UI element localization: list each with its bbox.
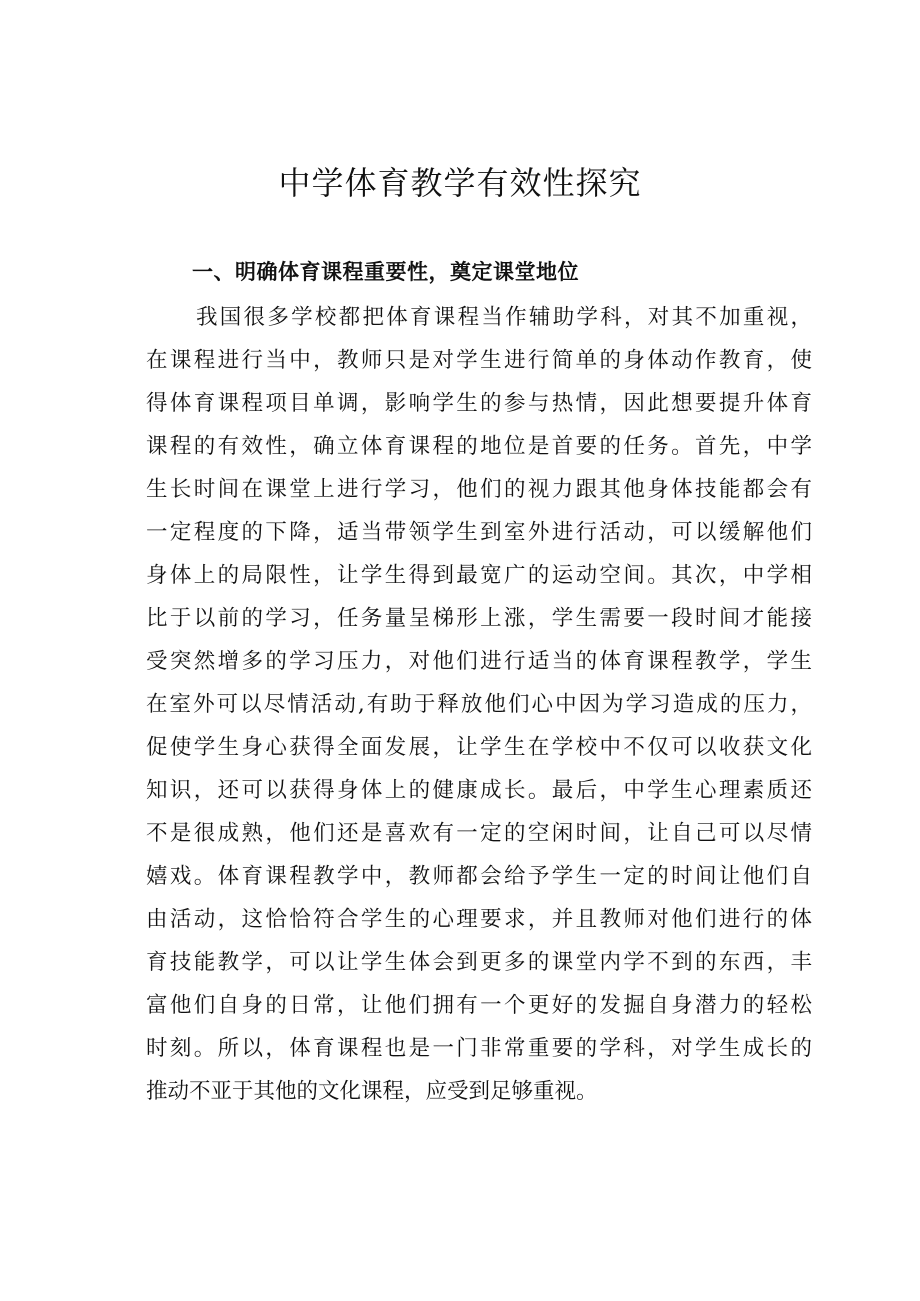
paragraph-line: 得体育课程项目单调，影响学生的参与热情，因此想要提升体育	[146, 391, 812, 416]
document-title: 中学体育教学有效性探究	[278, 164, 642, 202]
paragraph-line: 在室外可以尽情活动,有助于释放他们心中因为学习造成的压力，	[146, 692, 812, 717]
paragraph-line: 身体上的局限性，让学生得到最宽广的运动空间。其次，中学相	[146, 563, 812, 588]
paragraph-line: 嬉戏。体育课程教学中，教师都会给予学生一定的时间让他们自	[146, 864, 812, 889]
paragraph-line: 时刻。所以，体育课程也是一门非常重要的学科，对学生成长的	[146, 1036, 812, 1061]
paragraph-line: 由活动，这恰恰符合学生的心理要求，并且教师对他们进行的体	[146, 907, 812, 932]
paragraph-line: 推动不亚于其他的文化课程，应受到足够重视。	[146, 1079, 598, 1104]
paragraph-line: 我国很多学校都把体育课程当作辅助学科，对其不加重视，	[196, 305, 812, 330]
paragraph-line: 不是很成熟，他们还是喜欢有一定的空闲时间，让自己可以尽情	[146, 821, 812, 846]
paragraph-line: 受突然增多的学习压力，对他们进行适当的体育课程教学，学生	[146, 649, 812, 674]
paragraph-line: 促使学生身心获得全面发展，让学生在学校中不仅可以收获文化	[146, 735, 812, 760]
paragraph-line: 生长时间在课堂上进行学习，他们的视力跟其他身体技能都会有	[146, 477, 812, 502]
section-heading: 一、明确体育课程重要性，奠定课堂地位	[192, 260, 579, 284]
paragraph-line: 知识，还可以获得身体上的健康成长。最后，中学生心理素质还	[146, 778, 812, 803]
body-paragraph	[146, 296, 812, 1113]
paragraph-line: 课程的有效性，确立体育课程的地位是首要的任务。首先，中学	[146, 434, 812, 459]
paragraph-line: 比于以前的学习，任务量呈梯形上涨，学生需要一段时间才能接	[146, 606, 812, 631]
paragraph-line: 富他们自身的日常，让他们拥有一个更好的发掘自身潜力的轻松	[146, 993, 812, 1018]
paragraph-line: 育技能教学，可以让学生体会到更多的课堂内学不到的东西，丰	[146, 950, 812, 975]
paragraph-line: 一定程度的下降，适当带领学生到室外进行活动，可以缓解他们	[146, 520, 812, 545]
paragraph-line: 在课程进行当中，教师只是对学生进行简单的身体动作教育，使	[146, 348, 812, 373]
